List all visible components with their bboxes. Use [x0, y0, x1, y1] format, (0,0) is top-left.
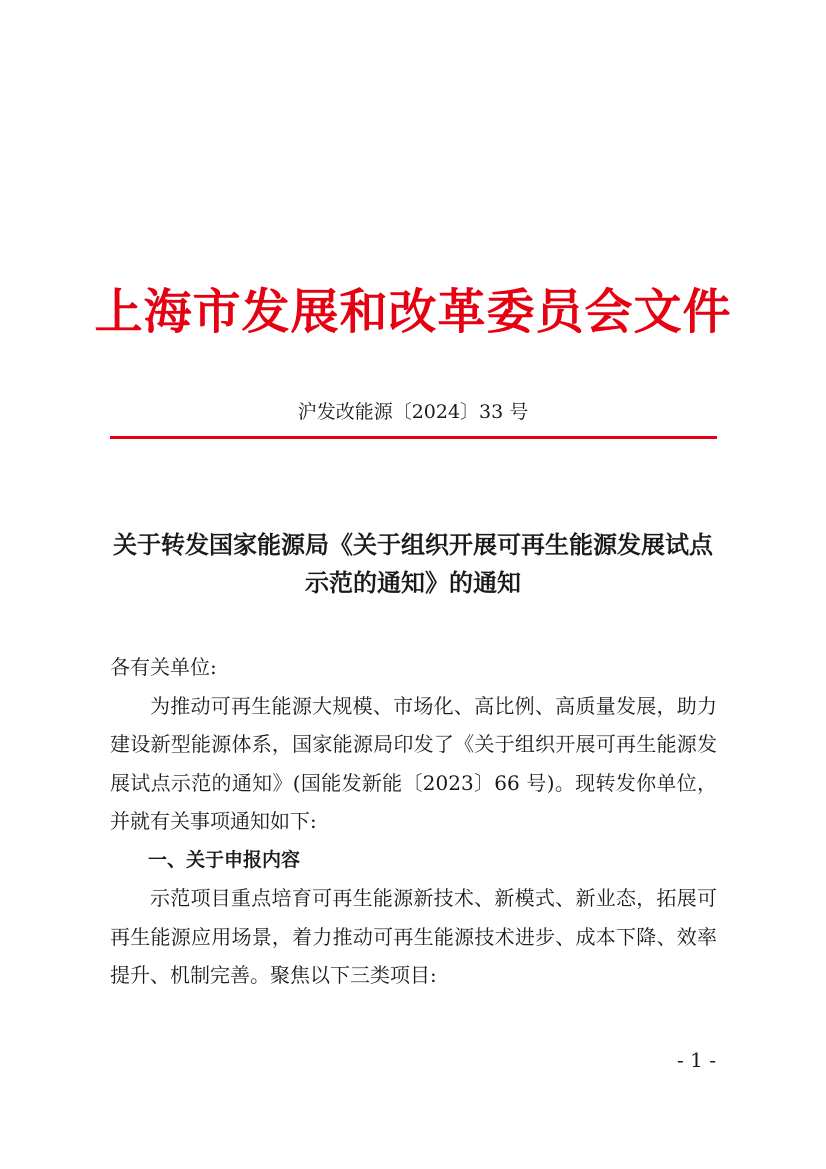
document-number: 沪发改能源〔2024〕33 号: [297, 401, 529, 423]
issuer-header-title: 上海市发展和改革委员会文件: [94, 284, 732, 340]
document-body: [110, 648, 717, 995]
salutation: 各有关单位:: [110, 655, 217, 679]
red-divider-line: [110, 436, 717, 439]
body-paragraph-2: 示范项目重点培育可再生能源新技术、新模式、新业态，拓展可再生能源应用场景，着力推动可再生能源技术进步、成本下降、效率提升、机制完善。聚焦以下三类项目:: [110, 886, 717, 987]
page-number: - 1 -: [677, 1048, 716, 1072]
section-heading-1: 一、关于申报内容: [148, 848, 301, 871]
subject-line-2: 示范的通知》的通知: [305, 568, 521, 597]
body-paragraph-1: 为推动可再生能源大规模、市场化、高比例、高质量发展，助力建设新型能源体系，国家能源局印发了《关于组织开展可再生能源发展试点示范的通知》(国能发新能〔2023〕66 号)。现转发你单位，并就有关事项通知如下:: [110, 693, 717, 833]
subject-line-1: 关于转发国家能源局《关于组织开展可再生能源发展试点: [113, 530, 713, 559]
document-subject: [100, 526, 726, 602]
